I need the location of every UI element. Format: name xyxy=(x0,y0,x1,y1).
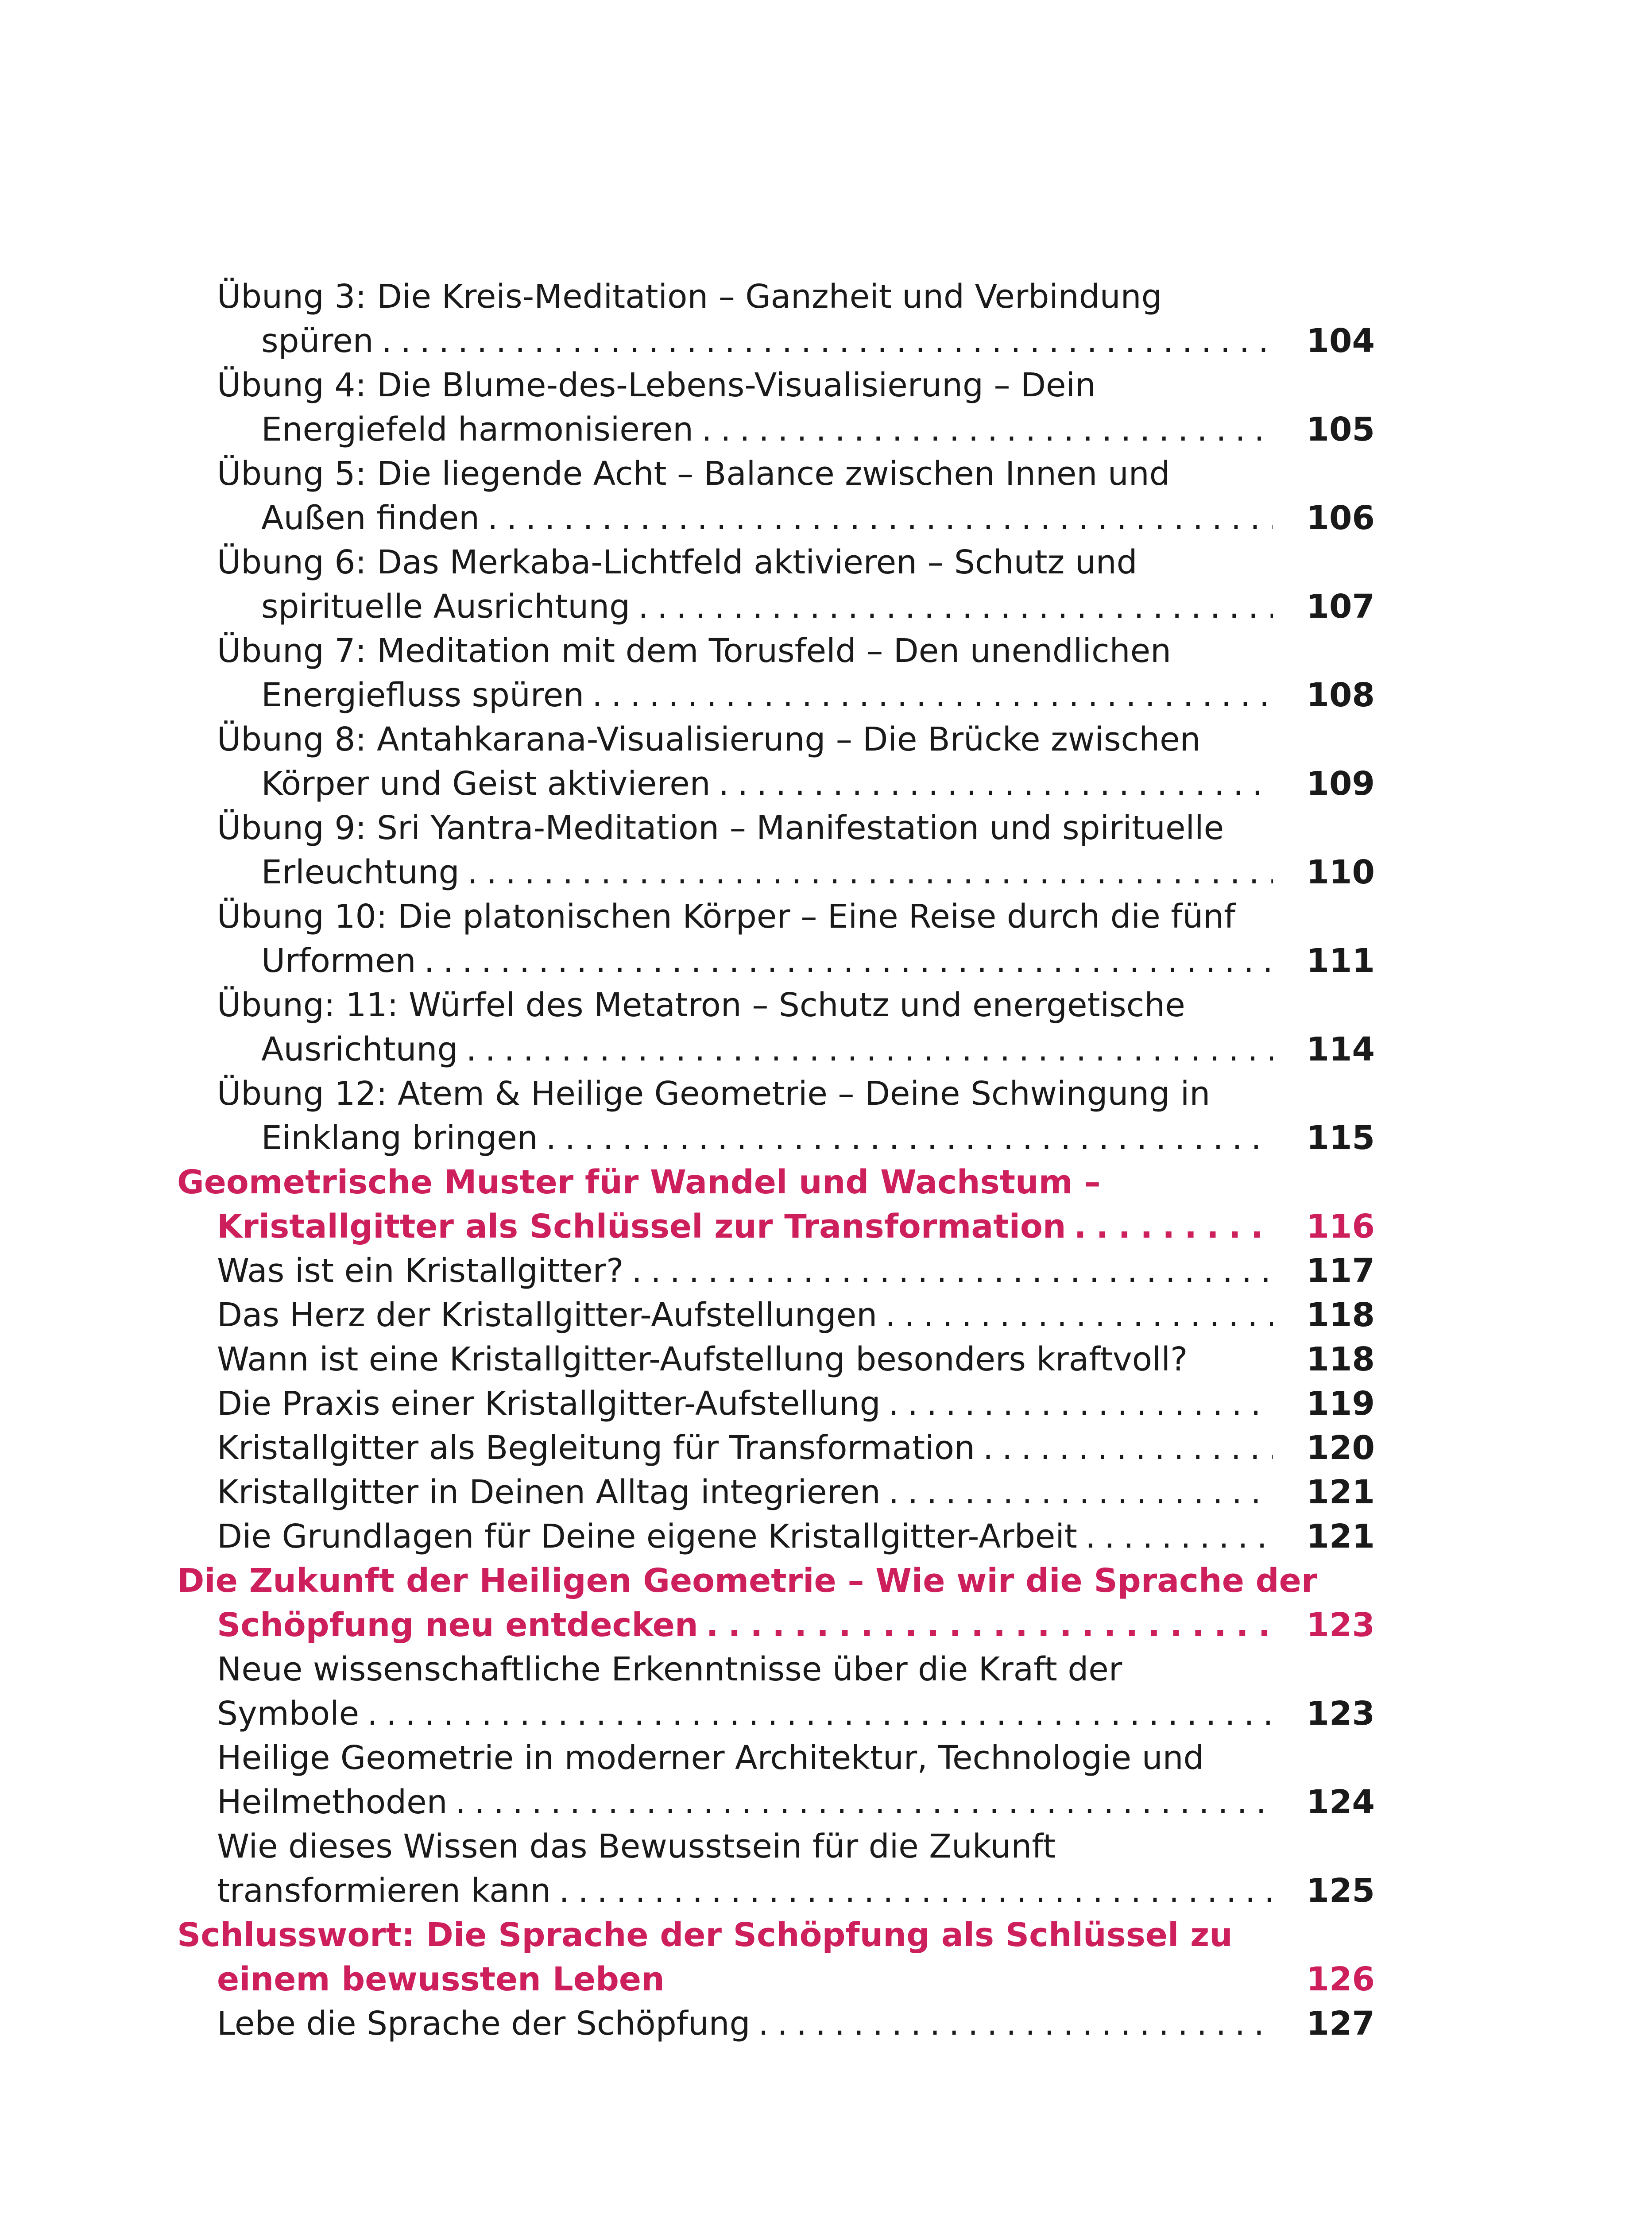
dot-leader xyxy=(424,939,1273,983)
toc-page-number: 111 xyxy=(1306,942,1375,980)
toc-entry[interactable] xyxy=(0,1293,1652,1337)
toc-page-number: 118 xyxy=(1306,1340,1375,1378)
toc-entry-title-line1: Übung: 11: Würfel des Metatron – Schutz und energetische xyxy=(217,986,1185,1024)
toc-page-number: 106 xyxy=(1306,499,1375,537)
toc-entry-title-line1: Heilige Geometrie in moderner Architektur, Technologie und xyxy=(217,1739,1204,1777)
toc-entry[interactable] xyxy=(0,629,1652,717)
toc-entry-title-line2: Energiefeld harmonisieren xyxy=(261,410,694,449)
toc-page-number: 125 xyxy=(1306,1872,1375,1910)
toc-page-number: 126 xyxy=(1306,1960,1375,1998)
toc-entry-title-line1: Übung 9: Sri Yantra-Meditation – Manifestation und spirituelle xyxy=(217,809,1224,847)
toc-entry[interactable] xyxy=(0,1382,1652,1426)
toc-entry-title-line2: transformieren kann xyxy=(217,1872,551,1910)
toc-section-entry[interactable] xyxy=(0,1559,1652,1647)
dot-leader xyxy=(983,1426,1273,1470)
toc-entry-title-line2: einem bewussten Leben xyxy=(217,1960,665,1998)
toc-entry[interactable] xyxy=(0,983,1652,1072)
dot-leader xyxy=(701,407,1273,452)
toc-entry-title-line2: Erleuchtung xyxy=(261,853,460,891)
dot-leader xyxy=(638,584,1273,629)
dot-leader xyxy=(1085,1514,1273,1559)
toc-entry[interactable] xyxy=(0,717,1652,806)
toc-page-number: 105 xyxy=(1306,410,1375,449)
toc-entry-title-line1: Übung 12: Atem & Heilige Geometrie – Deine Schwingung in xyxy=(217,1075,1211,1113)
toc-entry-title-line1: Übung 5: Die liegende Acht – Balance zwischen Innen und xyxy=(217,455,1170,493)
toc-entry-title-line1: Wann ist eine Kristallgitter-Aufstellung besonders kraftvoll? xyxy=(217,1340,1188,1378)
toc-entry-title-line2: Heilmethoden xyxy=(217,1783,448,1821)
dot-leader xyxy=(889,1382,1273,1426)
toc-entry-title-line1: Die Praxis einer Kristallgitter-Aufstellung xyxy=(217,1385,881,1423)
dot-leader xyxy=(592,673,1273,717)
toc-entry-title-line1: Wie dieses Wissen das Bewusstsein für die Zukunft xyxy=(217,1827,1056,1866)
toc-entry-title-line1: Lebe die Sprache der Schöpfung xyxy=(217,2005,751,2043)
dot-leader xyxy=(559,1869,1273,1913)
toc-entry-title-line2: Außen finden xyxy=(261,499,480,537)
toc-entry-title-line2: Schöpfung neu entdecken xyxy=(217,1606,698,1644)
toc-page-number: 114 xyxy=(1306,1030,1375,1068)
toc-entry[interactable] xyxy=(0,806,1652,894)
toc-entry[interactable] xyxy=(0,1426,1652,1470)
toc-entry[interactable] xyxy=(0,1337,1652,1382)
dot-leader xyxy=(758,2001,1273,2046)
toc-entry-title-line1: Übung 7: Meditation mit dem Torusfeld – Den unendlichen xyxy=(217,632,1171,670)
toc-entry[interactable] xyxy=(0,452,1652,540)
toc-page-number: 110 xyxy=(1306,853,1375,891)
toc-entry-title-line1: Kristallgitter in Deinen Alltag integrieren xyxy=(217,1473,881,1511)
dot-leader xyxy=(885,1293,1273,1337)
toc-page-number: 115 xyxy=(1306,1119,1375,1157)
toc-entry-title-line1: Übung 4: Die Blume-des-Lebens-Visualisierung – Dein xyxy=(217,366,1096,404)
toc-page-number: 104 xyxy=(1306,322,1375,360)
toc-page-number: 123 xyxy=(1306,1606,1375,1644)
toc-section-entry[interactable] xyxy=(0,1913,1652,2001)
dot-leader xyxy=(889,1470,1273,1514)
toc-entry-title-line1: Neue wissenschaftliche Erkenntnisse über die Kraft der xyxy=(217,1650,1122,1688)
toc-entry[interactable] xyxy=(0,2001,1652,2046)
dot-leader xyxy=(631,1249,1273,1293)
toc-section-entry[interactable] xyxy=(0,1160,1652,1249)
toc-page-number: 109 xyxy=(1306,765,1375,803)
toc-page-number: 118 xyxy=(1306,1296,1375,1334)
dot-leader xyxy=(546,1116,1273,1160)
toc-page-number: 121 xyxy=(1306,1517,1375,1556)
toc-entry[interactable] xyxy=(0,540,1652,629)
toc-page-number: 116 xyxy=(1306,1208,1375,1246)
toc-entry[interactable] xyxy=(0,363,1652,452)
toc-entry[interactable] xyxy=(0,1736,1652,1824)
toc-entry[interactable] xyxy=(0,1072,1652,1160)
toc-entry[interactable] xyxy=(0,1470,1652,1514)
toc-entry-title-line2: Urformen xyxy=(261,942,416,980)
toc-entry-title-line1: Kristallgitter als Begleitung für Transformation xyxy=(217,1429,975,1467)
dot-leader xyxy=(456,1780,1273,1824)
toc-page-number: 127 xyxy=(1306,2005,1375,2043)
toc-page-number: 121 xyxy=(1306,1473,1375,1511)
toc-entry-title-line2: Ausrichtung xyxy=(261,1030,458,1068)
toc-page-number: 108 xyxy=(1306,676,1375,714)
toc-entry[interactable] xyxy=(0,894,1652,983)
dot-leader xyxy=(382,319,1273,363)
dot-leader xyxy=(1074,1204,1273,1249)
dot-leader xyxy=(719,762,1273,806)
toc-entry-title-line1: Die Zukunft der Heiligen Geometrie – Wie wir die Sprache der xyxy=(177,1562,1318,1600)
dot-leader xyxy=(706,1603,1273,1647)
toc-entry-title-line2: Körper und Geist aktivieren xyxy=(261,765,711,803)
toc-entry-title-line2: Energiefluss spüren xyxy=(261,676,584,714)
toc-entry-title-line1: Schlusswort: Die Sprache der Schöpfung als Schlüssel zu xyxy=(177,1916,1233,1954)
toc-entry-title-line1: Das Herz der Kristallgitter-Aufstellungen xyxy=(217,1296,878,1334)
toc-entry-title-line1: Übung 10: Die platonischen Körper – Eine Reise durch die fünf xyxy=(217,898,1236,936)
toc-entry-title-line2: spirituelle Ausrichtung xyxy=(261,588,631,626)
toc-entry-title-line1: Geometrische Muster für Wandel und Wachstum – xyxy=(177,1163,1101,1201)
toc-entry-title-line1: Übung 3: Die Kreis-Meditation – Ganzheit und Verbindung xyxy=(217,278,1162,316)
toc-entry-title-line1: Übung 6: Das Merkaba-Lichtfeld aktivieren – Schutz und xyxy=(217,543,1137,581)
toc-entry[interactable] xyxy=(0,1514,1652,1559)
toc-entry-title-line2: Einklang bringen xyxy=(261,1119,538,1157)
toc-page-number: 120 xyxy=(1306,1429,1375,1467)
toc-entry[interactable] xyxy=(0,1647,1652,1736)
toc-entry[interactable] xyxy=(0,275,1652,363)
toc-page-number: 107 xyxy=(1306,588,1375,626)
dot-leader xyxy=(367,1691,1273,1736)
toc-entry-title-line1: Was ist ein Kristallgitter? xyxy=(217,1252,624,1290)
toc-entry[interactable] xyxy=(0,1824,1652,1913)
dot-leader xyxy=(466,1027,1273,1072)
dot-leader xyxy=(468,850,1273,894)
dot-leader xyxy=(487,496,1273,540)
toc-page-number: 119 xyxy=(1306,1385,1375,1423)
toc-entry-title-line1: Die Grundlagen für Deine eigene Kristallgitter-Arbeit xyxy=(217,1517,1077,1556)
toc-entry[interactable] xyxy=(0,1249,1652,1293)
toc-page-number: 124 xyxy=(1306,1783,1375,1821)
toc-entry-title-line2: spüren xyxy=(261,322,374,360)
toc-entry-title-line2: Kristallgitter als Schlüssel zur Transformation xyxy=(217,1208,1066,1246)
toc-page-number: 117 xyxy=(1306,1252,1375,1290)
toc-entry-title-line2: Symbole xyxy=(217,1695,360,1733)
toc-entry-title-line1: Übung 8: Antahkarana-Visualisierung – Die Brücke zwischen xyxy=(217,720,1201,759)
toc-page-number: 123 xyxy=(1306,1695,1375,1733)
